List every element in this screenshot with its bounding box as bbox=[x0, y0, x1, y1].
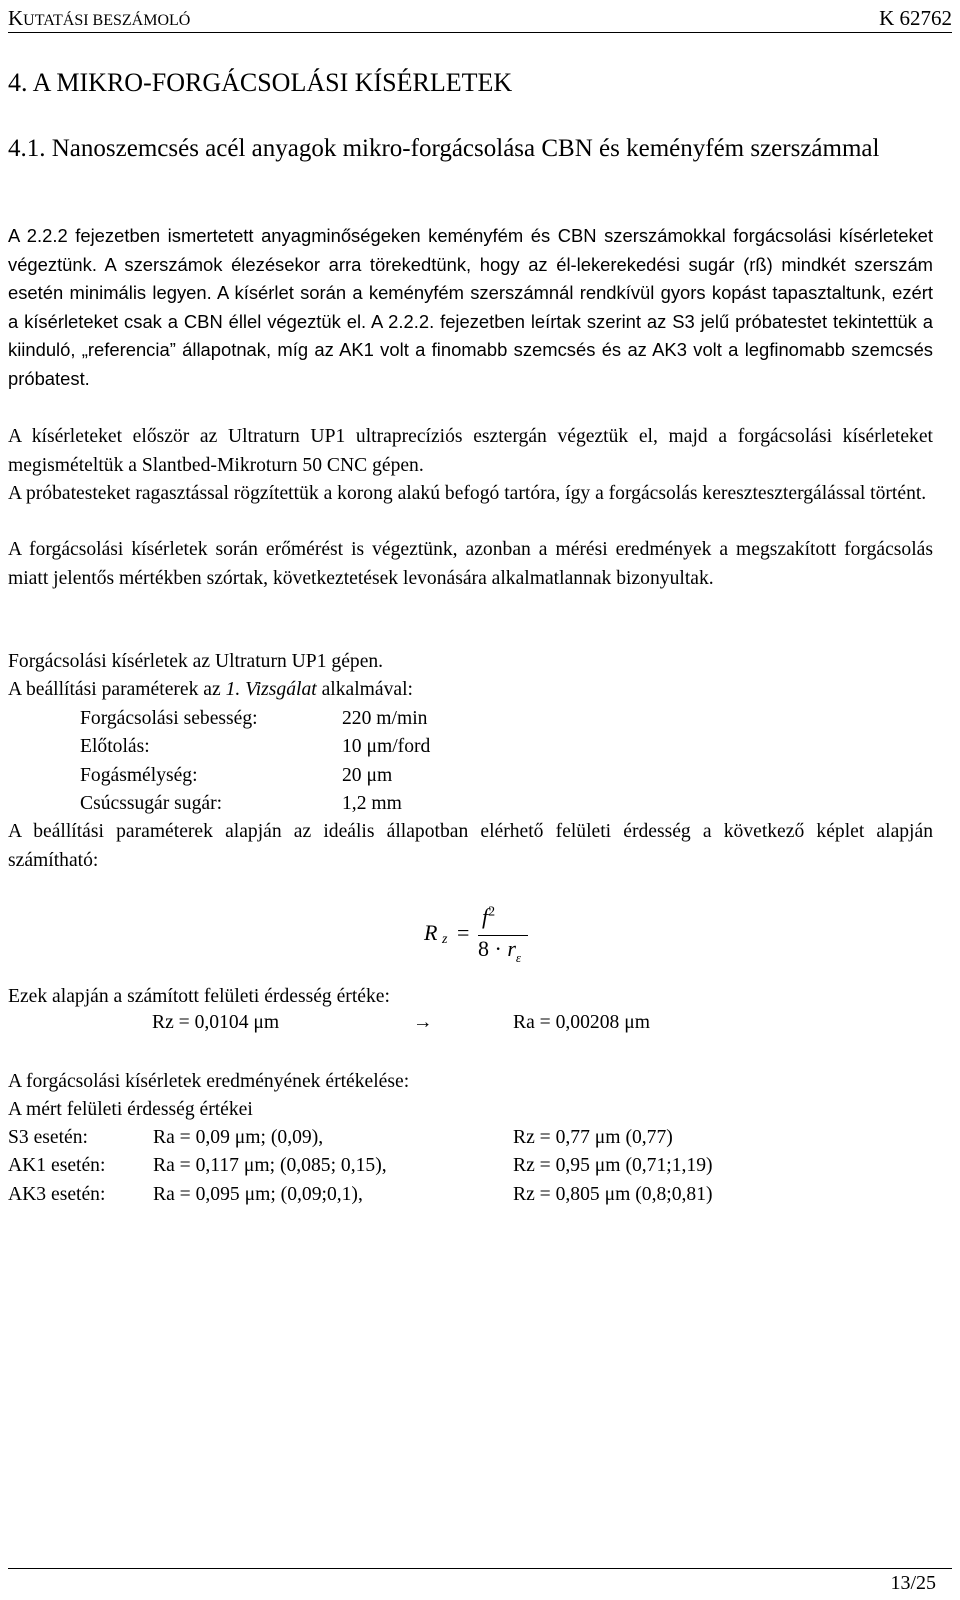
ultraturn-heading: Forgácsolási kísérletek az Ultraturn UP1 gépen. bbox=[8, 651, 384, 672]
results-subtitle: A mért felületi érdesség értékei bbox=[8, 1099, 253, 1120]
results-table bbox=[8, 1124, 938, 1209]
header-divider bbox=[8, 32, 952, 33]
calc-ra: Ra = 0,00208 μm bbox=[513, 1012, 650, 1033]
formula-numerator: $f^2$ bbox=[482, 904, 496, 929]
paragraph-machines: A kísérleteket először az Ultraturn UP1 ultraprecíziós esztergán végeztük el, majd a forgácsolási kísérleteket megismételtük a Slantbed-Mikroturn 50 CNC gépen. bbox=[8, 426, 933, 476]
paragraph-force-measurement: A forgácsolási kísérletek során erőmérést is végeztünk, azonban a mérési eredmények a megszakított forgácsolás miatt jelentős mértékben szórtak, következtetések levonására alkalmatlannak bizonyultak. bbox=[8, 539, 933, 589]
section-title: 4. A MIKRO-FORGÁCSOLÁSI KÍSÉRLETEK bbox=[8, 68, 513, 97]
formula-denominator: $8 \cdot r_\varepsilon$ bbox=[478, 936, 522, 965]
result-row: AK1 esetén: Ra = 0,117 μm; (0,085; 0,15), Rz = 0,95 μm (0,71;1,19) bbox=[8, 1155, 713, 1177]
header-title: KUTATÁSI BESZÁMOLÓ bbox=[8, 6, 191, 30]
document-page: KUTATÁSI BESZÁMOLÓ K 62762 4. A MIKRO-FORGÁCSOLÁSI KÍSÉRLETEK 4.1. Nanoszemcsés acél anyagok mikro-forgácsolása CBN és keményfém szerszámmal A 2.2.2 fejezetben ismertetett anyagminőségeken keményfém és CBN szerszámokkal forgácsolási kísérleteket végeztünk. A szerszámok élezésekor arra törekedtünk, hogy az él-lekerekedési sugár (rß) mindkét szerszám esetén minimális legyen. A kísérlet során a keményfém szerszámnál rendkívül gyors kopást tapasztaltunk, ezért a kísérleteket csak a CBN éllel végeztük el. A 2.2.2. fejezetben leírtak szerint az S3 jelű próbatestet tekintettük a kiinduló, „referencia” állapotnak, míg az AK1 volt a finomabb szemcsés és az AK3 volt a legfinomabb szemcsés próbatest. A kísérleteket először az Ultraturn UP1 ultraprecíziós esztergán végeztük el, majd a forgácsolási kísérleteket megismételtük a Slantbed-Mikroturn 50 CNC gépen. A próbatesteket ragasztással rögzítettük a korong alakú befogó tartóra, így a forgácsolás keresztesztergálással történt. A forgácsolási kísérletek során erőmérést is végeztünk, azonban a mérési eredmények a megszakított forgácsolás miatt jelentős mértékben szórtak, következtetések levonására alkalmatlannak bizonyultak. Forgácsolási kísérletek az Ultraturn UP1 gépen. A beállítási paraméterek az 1. Vizsgálat alkalmával: Forgácsolási sebesség: 220 m/min Előtolás: 10 μm/ford Fogásmélység: 20 μm Csúcssugár sugár: 1,2 mm A beállítási paraméterek alapján az ideális állapotban elérhető felületi érdesség a következő képlet alapján számítható: R z = $f^2$ $8 \cdot r_\varepsilon$ Ezek alapján a számított felületi érdesség értéke: Rz = 0,0104 μm → Ra = 0,00208 μm A forgácsolási kísérletek eredményének értékelése: A mért felületi érdesség értékei S3 esetén: Ra = 0,09 μm; (0,09), Rz = 0,77 μm (0,77) AK1 esetén: Ra = 0,117 μm; (0,085; 0,15), Rz = 0,95 μm (0,71;1,19) AK3 esetén: Ra = 0,095 μm; (0,09;0,1), Rz = 0,805 μm (0,8;0,81) 13/25 bbox=[8, 6, 952, 1594]
subsection-title: 4.1. Nanoszemcsés acél anyagok mikro-forgácsolása CBN és keményfém szerszámmal bbox=[8, 135, 880, 162]
page-header bbox=[8, 6, 952, 30]
calc-intro: Ezek alapján a számított felületi érdesség értéke: bbox=[8, 986, 390, 1007]
page-number: 13/25 bbox=[890, 1572, 936, 1594]
paragraph-fixture: A próbatesteket ragasztással rögzítettük a korong alakú befogó tartóra, így a forgácsolás keresztesztergálással történt. bbox=[8, 483, 927, 504]
footer-divider bbox=[8, 1568, 952, 1569]
calc-rz: Rz = 0,0104 μm bbox=[152, 1012, 280, 1033]
settings-heading: A beállítási paraméterek az 1. Vizsgálat alkalmával: bbox=[8, 679, 413, 700]
roughness-formula: R z = $f^2$ $8 \cdot r_\varepsilon$ bbox=[420, 876, 550, 966]
result-row: AK3 esetén: Ra = 0,095 μm; (0,09;0,1), Rz = 0,805 μm (0,8;0,81) bbox=[8, 1183, 713, 1205]
results-title: A forgácsolási kísérletek eredményének értékelése: bbox=[8, 1071, 410, 1092]
paragraph-roughness-intro: A beállítási paraméterek alapján az ideális állapotban elérhető felületi érdesség a következő képlet alapján számítható: bbox=[8, 821, 933, 871]
header-report-id: K 62762 bbox=[879, 6, 952, 30]
arrow-icon: → bbox=[413, 1012, 433, 1033]
paragraph-intro: A 2.2.2 fejezetben ismertetett anyagminőségeken keményfém és CBN szerszámokkal forgácsolási kísérleteket végeztünk. A szerszámok élezésekor arra törekedtünk, hogy az él-lekerekedési sugár (rß) mindkét szerszám esetén minimális legyen. A kísérlet során a keményfém szerszámnál rendkívül gyors kopást tapasztaltunk, ezért a kísérleteket csak a CBN éllel végeztük el. A 2.2.2. fejezetben leírtak szerint az S3 jelű próbatestet tekintettük a kiinduló, „referencia” állapotnak, míg az AK1 volt a finomabb szemcsés és az AK3 volt a legfinomabb szemcsés próbatest. bbox=[8, 225, 933, 389]
result-row: S3 esetén: Ra = 0,09 μm; (0,09), Rz = 0,77 μm (0,77) bbox=[8, 1127, 673, 1148]
